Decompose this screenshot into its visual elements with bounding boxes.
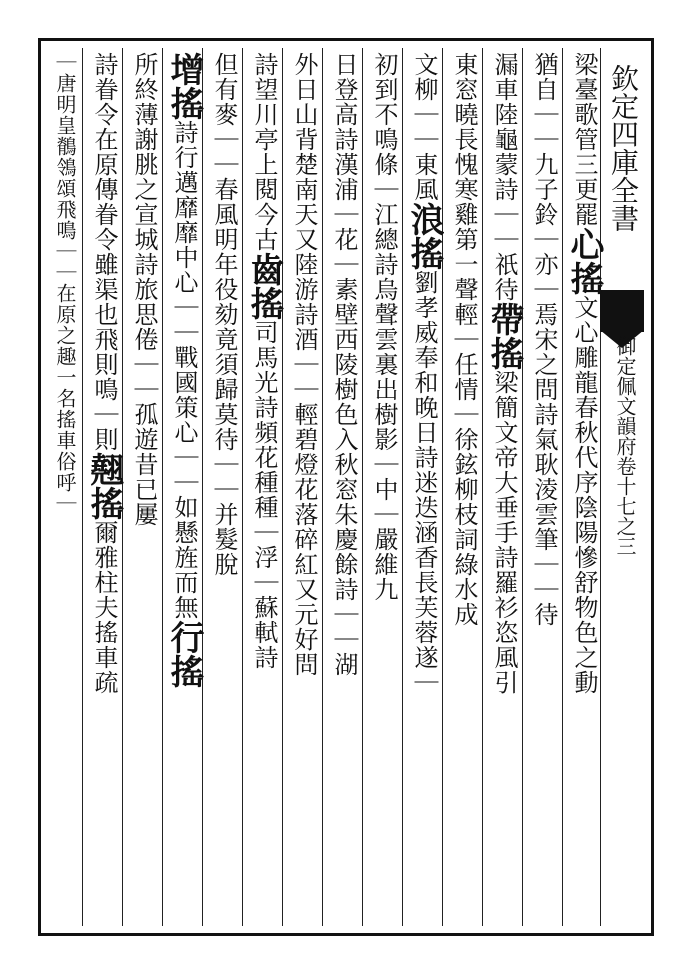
column-text: 梁臺歌管三更罷 (570, 52, 598, 227)
column-text: 輕｜任情｜徐鉉柳枝詞綠水成 (450, 302, 478, 627)
text-column-9 (244, 52, 284, 922)
column-text: 詩行邁靡靡中心｜｜戰國策心｜｜如懸旌而無 (170, 120, 198, 620)
column-text: 東窓曉長愧寒雞第一聲 (450, 52, 478, 302)
headword: 帶搖 (484, 302, 524, 370)
book-title: 欽定四庫全書 (607, 64, 640, 232)
text-column-12 (124, 52, 164, 922)
column-text: 初到不鳴條 (370, 52, 398, 177)
text-column-8 (284, 52, 324, 922)
text-column-13 (84, 52, 124, 922)
text-column-10 (204, 52, 244, 922)
headword: 行搖 (164, 620, 204, 688)
column-text: 猶自｜｜九子鈴 (530, 52, 558, 227)
column-text: 梁簡文帝大垂手詩羅衫恣風引 (490, 370, 518, 695)
column-text: 一名搖車俗呼｜ (53, 367, 77, 514)
headword: 翹搖 (84, 452, 124, 520)
headword: 齒搖 (244, 252, 284, 320)
text-column-5 (404, 52, 444, 922)
column-text: 明年役劾竟須歸莫待｜｜并髮脫 (210, 227, 238, 577)
headword: 心搖 (564, 227, 604, 295)
fish-tail-mark (600, 290, 644, 332)
column-text: 詩望川亭上閱今古 (250, 52, 278, 252)
column-text: 文柳｜｜東風 (410, 52, 438, 202)
text-column-7 (324, 52, 364, 922)
headword: 浪搖 (404, 202, 444, 270)
text-column-11 (164, 52, 204, 922)
text-column-6 (364, 52, 404, 922)
column-text: 漏車陸龜蒙詩｜｜祇待 (490, 52, 518, 302)
column-text: 但有麥｜｜春風 (210, 52, 238, 227)
column-text: ｜江總詩烏聲雲裏出樹影｜中｜嚴維九 (370, 177, 398, 602)
column-text: ｜亦｜焉宋之問詩氣耿淩雲筆｜｜待 (530, 227, 558, 627)
headword: 增搖 (164, 52, 204, 120)
column-text: 詩眷令在原傳眷令雖渠也飛則鳴｜則 (90, 52, 118, 452)
column-text: 劉孝威奉和晚日詩迷迭涵香長芙蓉遂｜ (410, 270, 438, 695)
column-text: 所終薄謝朓之宣城詩旅思倦｜｜孤遊昔已屢 (130, 52, 158, 527)
volume-label: 御定佩文韻府卷十七之三 (613, 336, 637, 556)
text-column-1 (564, 52, 604, 922)
text-column-2 (524, 52, 564, 922)
column-text: 司馬光詩頻花種種｜浮｜蘇軾詩 (250, 320, 278, 670)
column-rule (82, 48, 83, 926)
column-text: ｜唐明皇鶺鴒頌飛鳴｜｜在原之趣 (53, 52, 77, 367)
column-text: 日登高詩漢浦｜花｜素壁西陵樹色入秋窓朱慶餘詩｜｜湖 (330, 52, 358, 677)
text-column-4 (444, 52, 484, 922)
column-text: 爾雅柱夫搖車疏 (90, 520, 118, 695)
text-column-14 (48, 52, 82, 922)
column-text: 文心雕龍春秋代序陰陽慘舒物色之動 (570, 295, 598, 695)
text-column-3 (484, 52, 524, 922)
column-text: 外日山背楚南天又陸游詩酒｜｜輕碧燈花落碎紅又元好問 (290, 52, 318, 677)
